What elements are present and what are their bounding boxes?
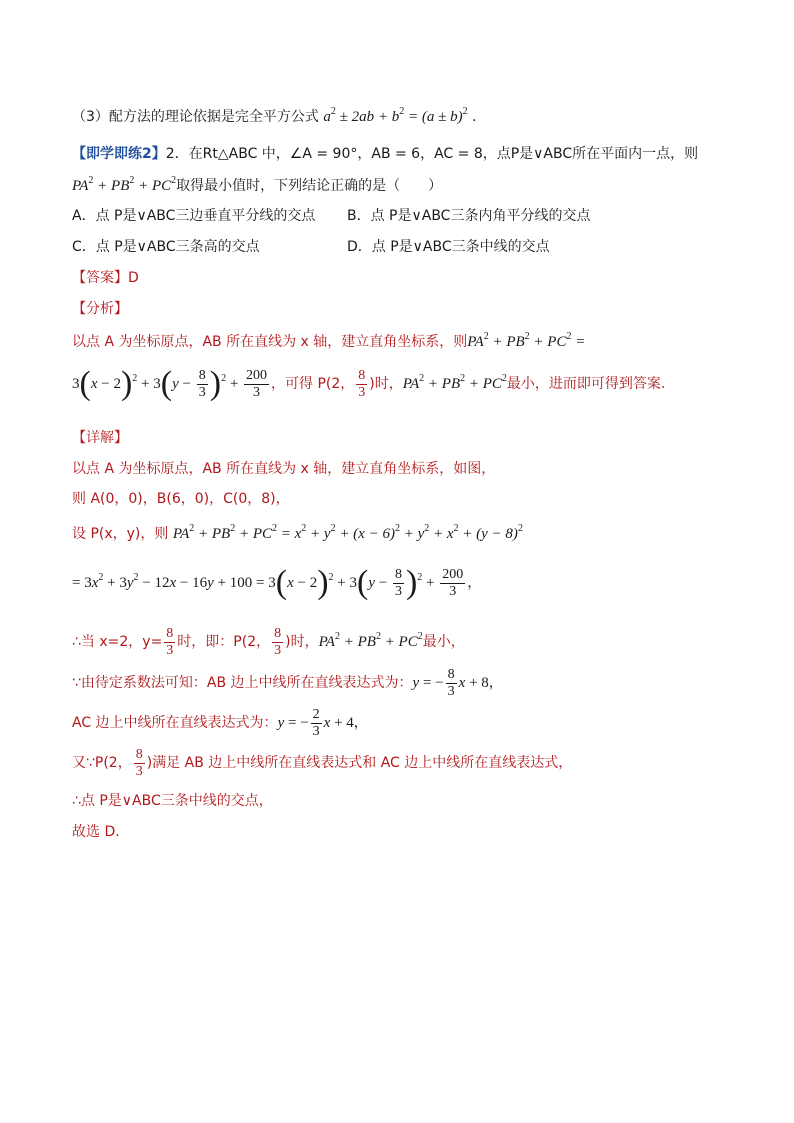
option-c: C．点 P是∨ABC三条高的交点 — [72, 239, 260, 255]
exercise-question-cont — [72, 176, 442, 198]
detail-line-6: ∵由待定系数法可知：AB 边上中线所在直线表达式为：y = − $\frac{8}{3}$ x + 8， — [72, 666, 503, 699]
formula-note-label: （3）配方法的理论依据是完全平方公式 — [72, 109, 319, 125]
analysis-label: 【分析】 — [72, 301, 128, 317]
exercise-tag: 【即学即练2】 — [72, 146, 166, 162]
exercise-text: 2．在Rt△ABC 中，∠A = 90°，AB = 6，AC = 8，点P是∨ABC所在平面内一点，则 — [165, 146, 699, 162]
perfect-square-formula: $a^2 \pm 2ab + b^2 = (a \pm b)^2$ — [323, 106, 468, 125]
option-b: B．点 P是∨ABC三条内角平分线的交点 — [347, 208, 591, 224]
option-a: A．点 P是∨ABC三边垂直平分线的交点 — [72, 208, 316, 224]
detail-line-1: 以点 A 为坐标原点，AB 所在直线为 x 轴，建立直角坐标系，如图， — [72, 461, 496, 477]
sum-of-squares-expr: $PA^2 + PB^2 + PC^2$ — [72, 175, 177, 194]
exercise-text-cont: 取得最小值时，下列结论正确的是（ ） — [176, 178, 443, 194]
option-d: D．点 P是∨ABC三条中线的交点 — [347, 239, 550, 255]
analysis-expression: $3(x - 2)^2 + 3(y$ − $\frac{8}{3}$ )$^2$ + $\frac{200}{3}$ ，可得 P(2， $\frac{8}{3}$ )时，$PA^2 + PB^2 + PC^2$最小，进而即可得到答案. — [72, 365, 666, 402]
answer-value: D — [128, 270, 139, 286]
answer-line — [72, 268, 139, 288]
analysis-text: 以点 A 为坐标原点，AB 所在直线为 x 轴，建立直角坐标系，则$PA^2 + PB^2 + PC^2$ = — [72, 331, 586, 350]
detail-line-5: ∴当 x=2，y= $\frac{8}{3}$ 时，即：P(2， $\frac{8}{3}$ )时，$PA^2 + PB^2 + PC^2$最小， — [72, 625, 465, 658]
detail-line-8: 又∵P(2， $\frac{8}{3}$ )满足 AB 边上中线所在直线表达式和 AC 边上中线所在直线表达式， — [72, 746, 573, 779]
answer-label: 【答案】 — [72, 270, 128, 286]
detail-line-9: ∴点 P是∨ABC三条中线的交点， — [72, 793, 273, 809]
detail-line-7: AC 边上中线所在直线表达式为：y = − $\frac{2}{3}$ x + 4， — [72, 706, 368, 739]
detail-line-3: 设 P(x，y)，则 $PA^2 + PB^2 + PC^2 = x^2 + y^2 + (x - 6)^2 + y^2 + x^2 + (y - 8)^2$ — [72, 523, 523, 542]
detail-label: 【详解】 — [72, 430, 128, 446]
detail-line-4: = $3x^2 + 3y^2 - 12x - 16y + 100 = 3(x - 2)^2 + 3(y$ − $\frac{8}{3}$ )$^2$ + $\frac{200}{3}$ ， — [72, 564, 482, 601]
formula-note — [72, 107, 476, 129]
formula-note-end: . — [472, 109, 477, 125]
exercise-question — [72, 144, 698, 164]
detail-line-10: 故选 D． — [72, 824, 130, 840]
detail-line-2: 则 A(0，0)，B(6，0)，C(0，8)， — [72, 491, 290, 507]
